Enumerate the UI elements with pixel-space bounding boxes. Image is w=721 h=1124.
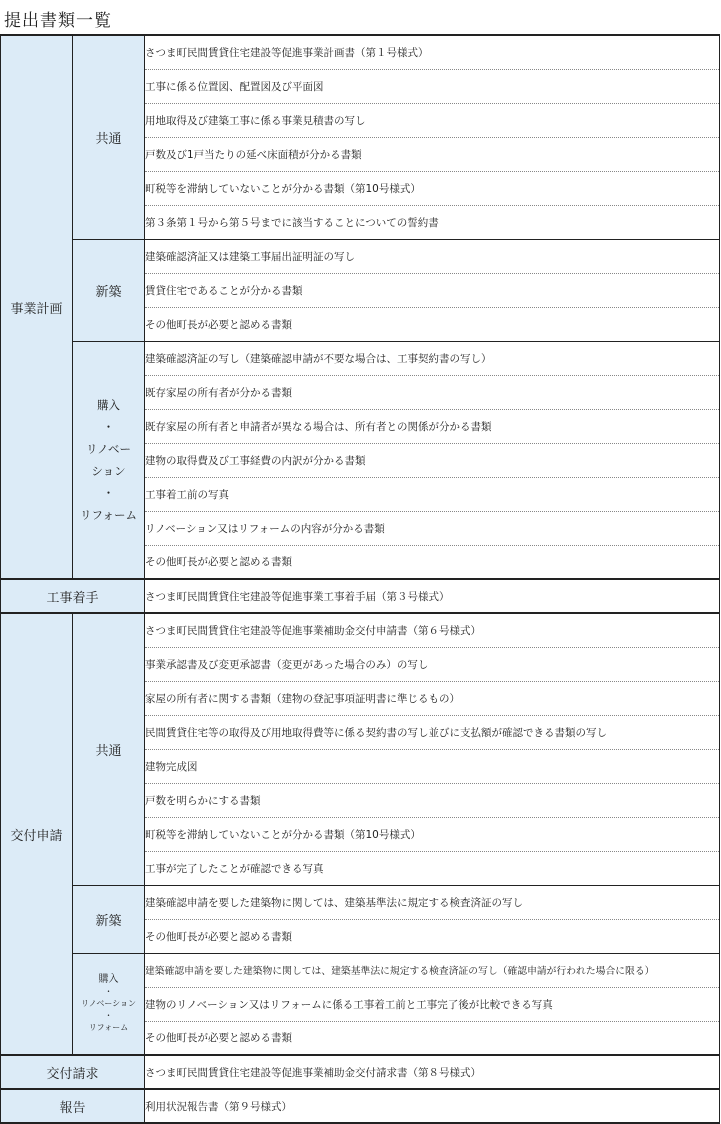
subcategory-kyotsu: 共通: [73, 35, 145, 239]
category-koji-chakushu: 工事着手: [1, 579, 145, 613]
label-line: リノベーション: [80, 998, 137, 1008]
document-item: その他町長が必要と認める書類: [145, 919, 720, 953]
label-line: リノベー: [85, 441, 132, 456]
document-item: 建物の取得費及び工事経費の内訳が分かる書類: [145, 443, 720, 477]
document-item: 既存家屋の所有者と申請者が異なる場合は、所有者との関係が分かる書類: [145, 409, 720, 443]
table-row: [1, 1055, 720, 1089]
document-item: 戸数を明らかにする書類: [145, 783, 720, 817]
document-item: リノベーション又はリフォームの内容が分かる書類: [145, 511, 720, 545]
label-line: ・: [102, 419, 115, 434]
label-line: ・: [104, 1010, 113, 1020]
document-item: その他町長が必要と認める書類: [145, 545, 720, 579]
document-item: 家屋の所有者に関する書類（建物の登記事項証明書に準じるもの）: [145, 681, 720, 715]
document-item: 建築確認済証又は建築工事届出証明証の写し: [145, 239, 720, 273]
document-item: 工事に係る位置図、配置図及び平面図: [145, 69, 720, 103]
document-item: 建築確認申請を要した建築物に関しては、建築基準法に規定する検査済証の写し: [145, 885, 720, 919]
label-line: ション: [91, 463, 126, 478]
document-item: 第３条第１号から第５号までに該当することについての誓約書: [145, 205, 720, 239]
table-row: [1, 239, 720, 273]
document-item: 民間賃貸住宅等の取得及び用地取得費等に係る契約書の写し並びに支払額が確認できる書類の写し: [145, 715, 720, 749]
subcategory-renovation: [73, 953, 145, 1055]
document-item: 建築確認済証の写し（建築確認申請が不要な場合は、工事契約書の写し）: [145, 341, 720, 375]
table-row: [1, 1089, 720, 1123]
table-row: [1, 885, 720, 919]
table-row: [1, 341, 720, 375]
document-item: 賃貸住宅であることが分かる書類: [145, 273, 720, 307]
document-item: 用地取得及び建築工事に係る事業見積書の写し: [145, 103, 720, 137]
subcategory-renovation: [73, 341, 145, 579]
document-item: 町税等を滞納していないことが分かる書類（第10号様式）: [145, 817, 720, 851]
label-line: リフォーム: [88, 1022, 129, 1032]
label-line: 購入: [98, 973, 119, 985]
label-line: ・: [102, 485, 115, 500]
category-jigyo-keikaku: 事業計画: [1, 35, 73, 579]
document-item: その他町長が必要と認める書類: [145, 307, 720, 341]
label-line: 購入: [97, 397, 120, 412]
page-title: 提出書類一覧: [4, 11, 112, 31]
table-row: [1, 579, 720, 613]
document-item: 建築確認申請を要した建築物に関しては、建築基準法に規定する検査済証の写し（確認申請が行われた場合に限る）: [145, 953, 720, 987]
document-item: 工事着工前の写真: [145, 477, 720, 511]
table-row: [1, 613, 720, 647]
subcategory-shinchiku: 新築: [73, 239, 145, 341]
label-line: ・: [104, 986, 113, 996]
document-item: 町税等を滞納していないことが分かる書類（第10号様式）: [145, 171, 720, 205]
document-item: 建物のリノベーション又はリフォームに係る工事着工前と工事完了後が比較できる写真: [145, 987, 720, 1021]
document-item: さつま町民間賃貸住宅建設等促進事業工事着手届（第３号様式）: [145, 579, 720, 613]
table-row: [1, 35, 720, 69]
subcategory-kyotsu: 共通: [73, 613, 145, 885]
document-item: さつま町民間賃貸住宅建設等促進事業計画書（第１号様式）: [145, 35, 720, 69]
document-item: 工事が完了したことが確認できる写真: [145, 851, 720, 885]
document-item: さつま町民間賃貸住宅建設等促進事業補助金交付請求書（第８号様式）: [145, 1055, 720, 1089]
document-item: 事業承認書及び変更承認書（変更があった場合のみ）の写し: [145, 647, 720, 681]
document-item: その他町長が必要と認める書類: [145, 1021, 720, 1055]
document-item: 利用状況報告書（第９号様式）: [145, 1089, 720, 1123]
document-item: さつま町民間賃貸住宅建設等促進事業補助金交付申請書（第６号様式）: [145, 613, 720, 647]
category-kofu-shinsei: 交付申請: [1, 613, 73, 1055]
document-item: 戸数及び1戸当たりの延べ床面積が分かる書類: [145, 137, 720, 171]
category-kofu-seikyu: 交付請求: [1, 1055, 145, 1089]
document-item: 建物完成図: [145, 749, 720, 783]
category-hokoku: 報告: [1, 1089, 145, 1123]
table-row: [1, 953, 720, 987]
label-line: リフォーム: [80, 507, 137, 522]
documents-table: [0, 34, 720, 1124]
subcategory-shinchiku: 新築: [73, 885, 145, 953]
document-item: 既存家屋の所有者が分かる書類: [145, 375, 720, 409]
